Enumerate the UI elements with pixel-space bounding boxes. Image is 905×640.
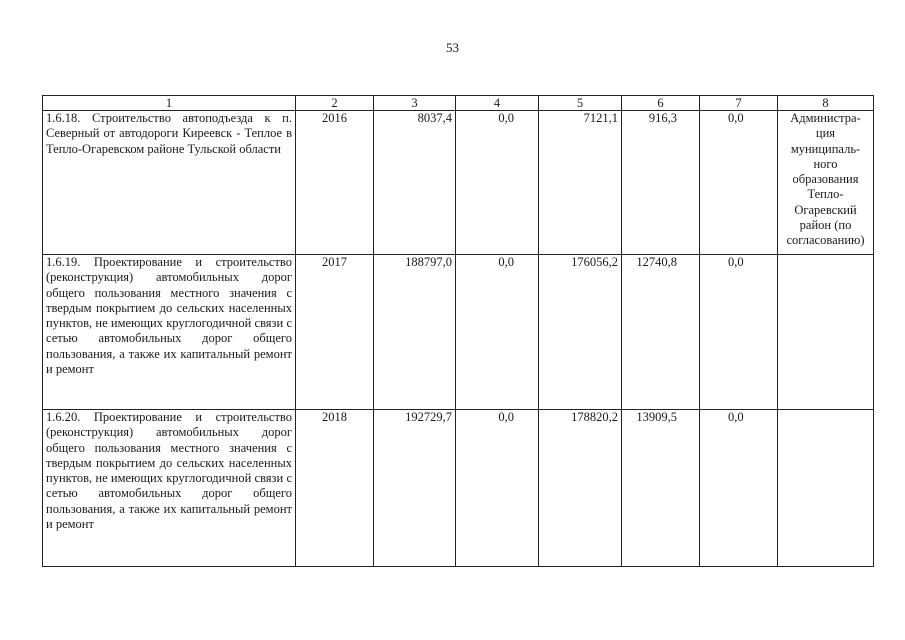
column-header: 7: [700, 96, 778, 111]
value-cell: 0,0: [456, 111, 539, 255]
executor-cell: [778, 410, 874, 567]
value-cell: 12740,8: [622, 255, 700, 410]
table-row: [43, 410, 874, 567]
year-cell: 2017: [296, 255, 374, 410]
value-cell: 13909,5: [622, 410, 700, 567]
value-cell: 916,3: [622, 111, 700, 255]
table-row: [43, 111, 874, 255]
page-number: 53: [446, 40, 459, 55]
measure-description: 1.6.20. Проектирование и строительство (реконструкция) автомобильных дорог общего пользования местного значения с твердым покрытием до сельских населенных пунктов, не имеющих круглогодичной связи с сетью автомобильных дорог общего пользования, а также их капитальный ремонт и ремонт: [43, 410, 296, 567]
column-header: 8: [778, 96, 874, 111]
column-header: 5: [539, 96, 622, 111]
column-header: 2: [296, 96, 374, 111]
value-cell: 0,0: [456, 410, 539, 567]
year-cell: 2016: [296, 111, 374, 255]
year-cell: 2018: [296, 410, 374, 567]
value-cell: 0,0: [700, 410, 778, 567]
executor-cell: [778, 255, 874, 410]
column-header: 4: [456, 96, 539, 111]
value-cell: 0,0: [700, 255, 778, 410]
value-cell: 0,0: [456, 255, 539, 410]
header-row: [43, 96, 874, 111]
table-row: [43, 255, 874, 410]
value-cell: 176056,2: [539, 255, 622, 410]
value-cell: 0,0: [700, 111, 778, 255]
column-header: 1: [43, 96, 296, 111]
measure-description: 1.6.19. Проектирование и строительство (реконструкция) автомобильных дорог общего пользования местного значения с твердым покрытием до сельских населенных пунктов, не имеющих круглогодичной связи с сетью автомобильных дорог общего пользования, а также их капитальный ремонт и ремонт: [43, 255, 296, 410]
program-table: [42, 95, 874, 567]
executor-cell: Администра-ция муниципаль-ного образования Тепло-Огаревский район (по согласованию): [778, 111, 874, 255]
measure-description: 1.6.18. Строительство автоподъезда к п. Северный от автодороги Киреевск - Теплое в Тепло-Огаревском районе Тульской области: [43, 111, 296, 255]
total-cell: 192729,7: [374, 410, 456, 567]
value-cell: 7121,1: [539, 111, 622, 255]
value-cell: 178820,2: [539, 410, 622, 567]
column-header: 6: [622, 96, 700, 111]
total-cell: 188797,0: [374, 255, 456, 410]
total-cell: 8037,4: [374, 111, 456, 255]
column-header: 3: [374, 96, 456, 111]
